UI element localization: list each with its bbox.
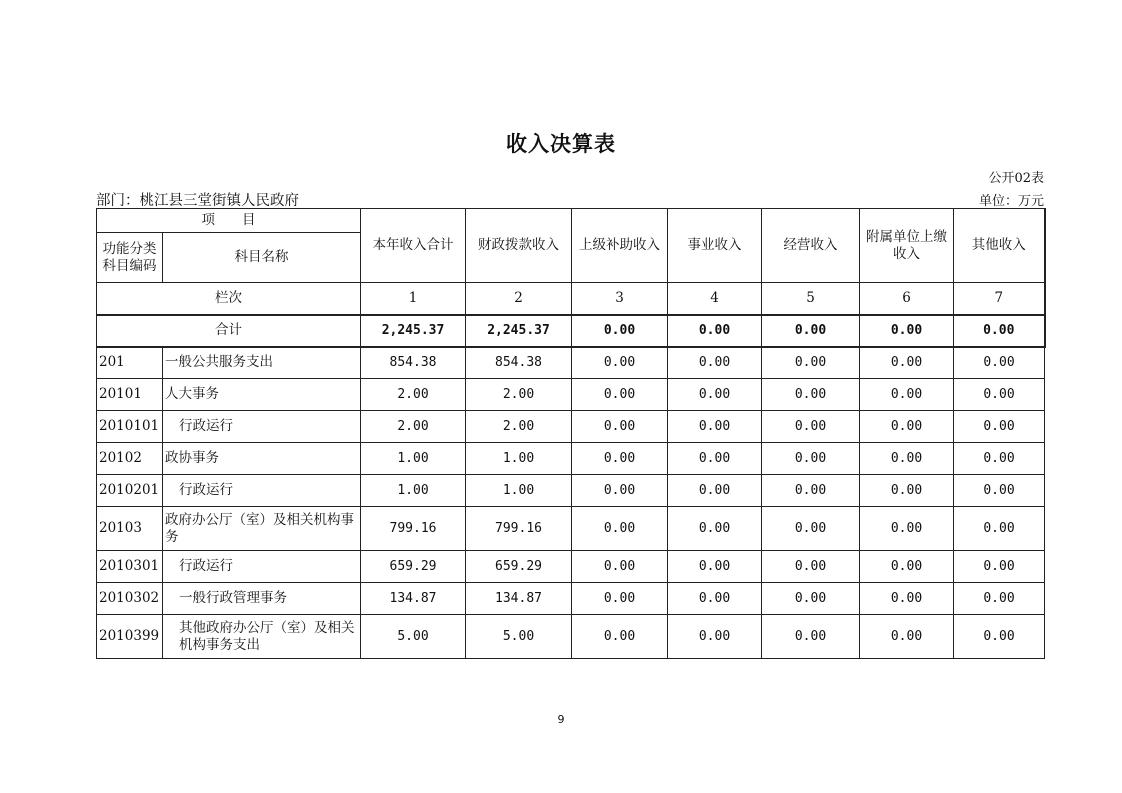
header-col-7: 其他收入 bbox=[954, 209, 1045, 283]
row-value: 0.00 bbox=[572, 615, 668, 659]
row-value: 659.29 bbox=[466, 551, 572, 583]
row-value: 0.00 bbox=[954, 583, 1045, 615]
row-value: 0.00 bbox=[668, 411, 762, 443]
row-value: 0.00 bbox=[572, 583, 668, 615]
row-value: 0.00 bbox=[572, 347, 668, 379]
header-col-6: 附属单位上缴收入 bbox=[860, 209, 954, 283]
row-value: 0.00 bbox=[572, 475, 668, 507]
row-value: 0.00 bbox=[954, 379, 1045, 411]
row-name: 行政运行 bbox=[163, 475, 361, 507]
row-value: 0.00 bbox=[860, 551, 954, 583]
row-value: 0.00 bbox=[860, 443, 954, 475]
row-name: 人大事务 bbox=[163, 379, 361, 411]
column-number: 1 bbox=[361, 283, 466, 315]
total-value: 0.00 bbox=[668, 315, 762, 347]
row-value: 0.00 bbox=[762, 507, 860, 551]
row-name: 一般公共服务支出 bbox=[163, 347, 361, 379]
row-name: 行政运行 bbox=[163, 411, 361, 443]
row-value: 659.29 bbox=[361, 551, 466, 583]
header-col-2: 财政拨款收入 bbox=[466, 209, 572, 283]
row-name: 一般行政管理事务 bbox=[163, 583, 361, 615]
row-value: 1.00 bbox=[466, 475, 572, 507]
total-value: 2,245.37 bbox=[466, 315, 572, 347]
form-number: 公开02表 bbox=[988, 171, 1044, 186]
row-value: 0.00 bbox=[572, 507, 668, 551]
row-value: 0.00 bbox=[668, 615, 762, 659]
total-value: 0.00 bbox=[762, 315, 860, 347]
column-number: 4 bbox=[668, 283, 762, 315]
row-name: 行政运行 bbox=[163, 551, 361, 583]
row-value: 0.00 bbox=[954, 507, 1045, 551]
column-number: 6 bbox=[860, 283, 954, 315]
row-value: 0.00 bbox=[668, 507, 762, 551]
row-value: 0.00 bbox=[762, 615, 860, 659]
row-code: 2010302 bbox=[97, 583, 163, 615]
row-value: 0.00 bbox=[860, 475, 954, 507]
column-number: 7 bbox=[954, 283, 1045, 315]
row-code: 20102 bbox=[97, 443, 163, 475]
row-value: 0.00 bbox=[954, 551, 1045, 583]
header-col-5: 经营收入 bbox=[762, 209, 860, 283]
row-value: 0.00 bbox=[860, 411, 954, 443]
table-row bbox=[97, 475, 1045, 507]
row-value: 0.00 bbox=[954, 443, 1045, 475]
row-value: 0.00 bbox=[668, 583, 762, 615]
row-value: 0.00 bbox=[572, 411, 668, 443]
row-value: 799.16 bbox=[361, 507, 466, 551]
header-name: 科目名称 bbox=[163, 233, 361, 283]
column-number: 3 bbox=[572, 283, 668, 315]
unit-label: 单位：万元 bbox=[978, 194, 1044, 209]
column-number: 5 bbox=[762, 283, 860, 315]
row-value: 0.00 bbox=[954, 615, 1045, 659]
row-value: 0.00 bbox=[668, 475, 762, 507]
row-code: 2010101 bbox=[97, 411, 163, 443]
row-value: 0.00 bbox=[668, 347, 762, 379]
header-col-4: 事业收入 bbox=[668, 209, 762, 283]
row-value: 2.00 bbox=[466, 379, 572, 411]
row-value: 0.00 bbox=[762, 551, 860, 583]
column-number: 2 bbox=[466, 283, 572, 315]
row-value: 0.00 bbox=[668, 551, 762, 583]
table-row bbox=[97, 379, 1045, 411]
row-code: 2010201 bbox=[97, 475, 163, 507]
row-value: 0.00 bbox=[668, 379, 762, 411]
total-label: 合计 bbox=[97, 315, 361, 347]
row-code: 20101 bbox=[97, 379, 163, 411]
header-col-3: 上级补助收入 bbox=[572, 209, 668, 283]
table-row bbox=[97, 615, 1045, 659]
row-value: 799.16 bbox=[466, 507, 572, 551]
header-col-1: 本年收入合计 bbox=[361, 209, 466, 283]
row-name: 其他政府办公厅（室）及相关机构事务支出 bbox=[163, 615, 361, 659]
column-number-row bbox=[97, 283, 1045, 315]
row-name: 政府办公厅（室）及相关机构事务 bbox=[163, 507, 361, 551]
row-value: 5.00 bbox=[361, 615, 466, 659]
total-value: 0.00 bbox=[572, 315, 668, 347]
row-value: 0.00 bbox=[860, 615, 954, 659]
row-value: 0.00 bbox=[954, 475, 1045, 507]
row-value: 0.00 bbox=[954, 347, 1045, 379]
total-value: 2,245.37 bbox=[361, 315, 466, 347]
row-value: 5.00 bbox=[466, 615, 572, 659]
row-value: 0.00 bbox=[572, 443, 668, 475]
column-number-label: 栏次 bbox=[97, 283, 361, 315]
table-row bbox=[97, 443, 1045, 475]
page-number: 9 bbox=[557, 713, 565, 726]
row-value: 0.00 bbox=[762, 347, 860, 379]
row-value: 0.00 bbox=[860, 347, 954, 379]
header-item: 项 目 bbox=[97, 209, 361, 233]
row-value: 134.87 bbox=[466, 583, 572, 615]
row-value: 0.00 bbox=[572, 379, 668, 411]
row-value: 0.00 bbox=[762, 411, 860, 443]
row-value: 1.00 bbox=[361, 475, 466, 507]
table-row bbox=[97, 583, 1045, 615]
row-code: 2010301 bbox=[97, 551, 163, 583]
header-row-1 bbox=[97, 209, 1045, 233]
table-row bbox=[97, 347, 1045, 379]
row-value: 1.00 bbox=[361, 443, 466, 475]
row-name: 政协事务 bbox=[163, 443, 361, 475]
table-row bbox=[97, 411, 1045, 443]
row-value: 0.00 bbox=[762, 583, 860, 615]
row-value: 0.00 bbox=[762, 379, 860, 411]
row-value: 134.87 bbox=[361, 583, 466, 615]
row-value: 854.38 bbox=[361, 347, 466, 379]
department-label: 部门：桃江县三堂街镇人民政府 bbox=[96, 193, 299, 209]
income-statement-table bbox=[96, 208, 1046, 659]
total-row bbox=[97, 315, 1045, 347]
row-value: 0.00 bbox=[572, 551, 668, 583]
row-value: 854.38 bbox=[466, 347, 572, 379]
row-value: 0.00 bbox=[954, 411, 1045, 443]
row-value: 2.00 bbox=[361, 379, 466, 411]
header-code: 功能分类科目编码 bbox=[97, 233, 163, 283]
row-value: 0.00 bbox=[860, 379, 954, 411]
row-value: 0.00 bbox=[668, 443, 762, 475]
table-row bbox=[97, 507, 1045, 551]
total-value: 0.00 bbox=[860, 315, 954, 347]
row-code: 2010399 bbox=[97, 615, 163, 659]
row-value: 0.00 bbox=[762, 475, 860, 507]
total-value: 0.00 bbox=[954, 315, 1045, 347]
report-title: 收入决算表 bbox=[506, 131, 616, 156]
table-row bbox=[97, 551, 1045, 583]
row-value: 0.00 bbox=[762, 443, 860, 475]
row-value: 0.00 bbox=[860, 583, 954, 615]
row-value: 2.00 bbox=[361, 411, 466, 443]
row-value: 2.00 bbox=[466, 411, 572, 443]
row-code: 201 bbox=[97, 347, 163, 379]
row-value: 0.00 bbox=[860, 507, 954, 551]
row-code: 20103 bbox=[97, 507, 163, 551]
row-value: 1.00 bbox=[466, 443, 572, 475]
